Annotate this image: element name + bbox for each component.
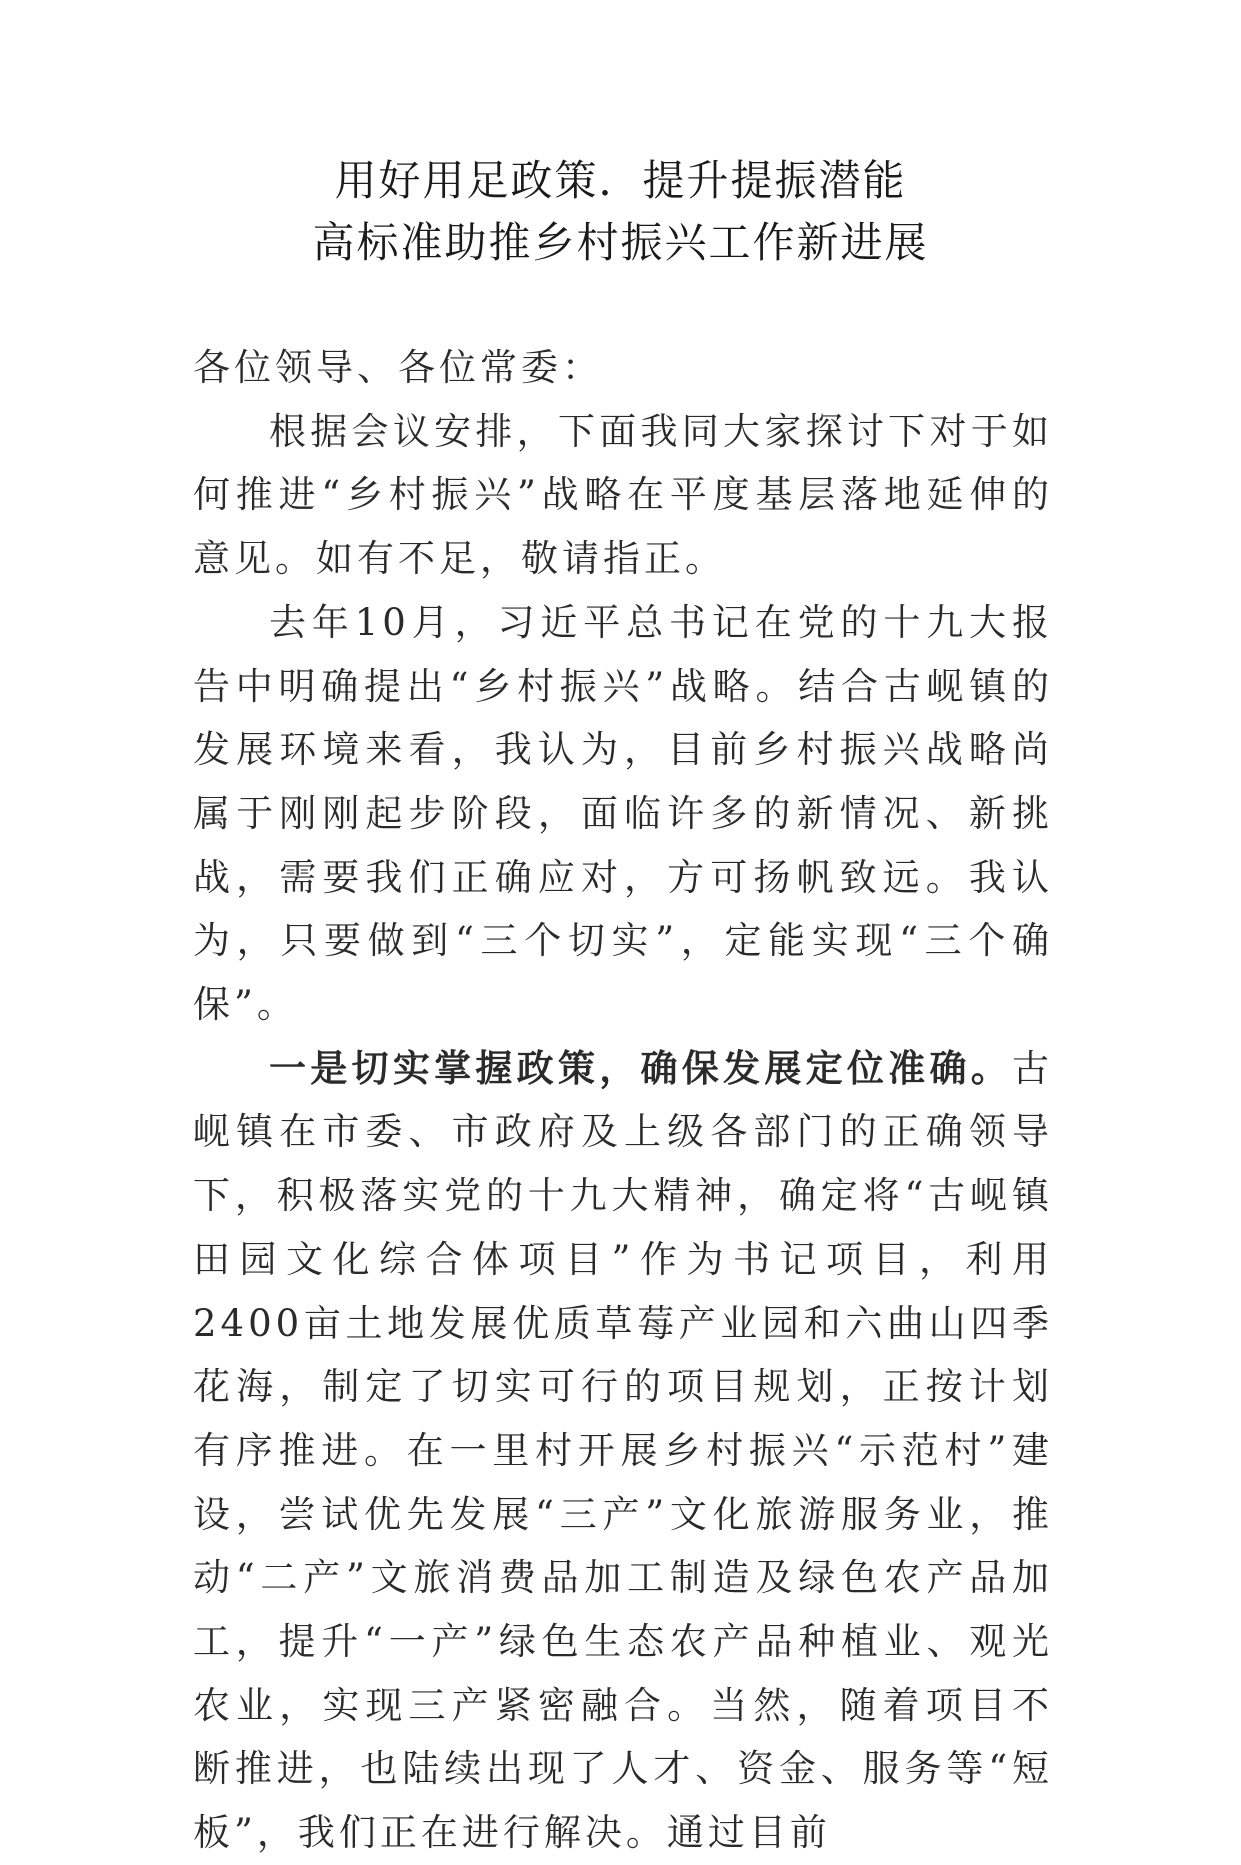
paragraph-1: 根据会议安排，下面我同大家探讨下对于如何推进“乡村振兴”战略在平度基层落地延伸的意见。如有不足，敬请指正。 [193,409,1053,581]
title-line-2: 高标准助推乡村振兴工作新进展 [312,218,929,267]
paragraph-3-body: 古岘镇在市委、市政府及上级各部门的正确领导下，积极落实党的十九大精神，确定将“古岘镇田园文化综合体项目”作为书记项目，利用2400亩土地发展优质草莓产业园和六曲山四季花海，制定了切实可行的项目规划，正按计划有序推进。在一里村开展乡村振兴“示范村”建设，尝试优先发展“三产”文化旅游服务业，推动“二产”文旅消费品加工制造及绿色农产品加工，提升“一产”绿色生态农产品种植业、观光农业，实现三产紧密融合。当然，随着项目不断推进，也陆续出现了人才、资金、服务等“短板”，我们正在进行解决。通过目前 [193,1046,1053,1855]
paragraph-3-heading: 一是切实掌握政策，确保发展定位准确。 [269,1045,1012,1090]
salutation: 各位领导、各位常委： [193,346,603,389]
document-body [193,336,1053,1865]
paragraph-3 [193,1037,1053,1865]
document-title [0,150,1241,274]
paragraph-2: 去年10月，习近平总书记在党的十九大报告中明确提出“乡村振兴”战略。结合古岘镇的发展环境来看，我认为，目前乡村振兴战略尚属于刚刚起步阶段，面临许多的新情况、新挑战，需要我们正确应对，方可扬帆致远。我认为，只要做到“三个切实”，定能实现“三个确保”。 [193,600,1053,1027]
title-line-1: 用好用足政策．提升提振潜能 [334,156,907,205]
